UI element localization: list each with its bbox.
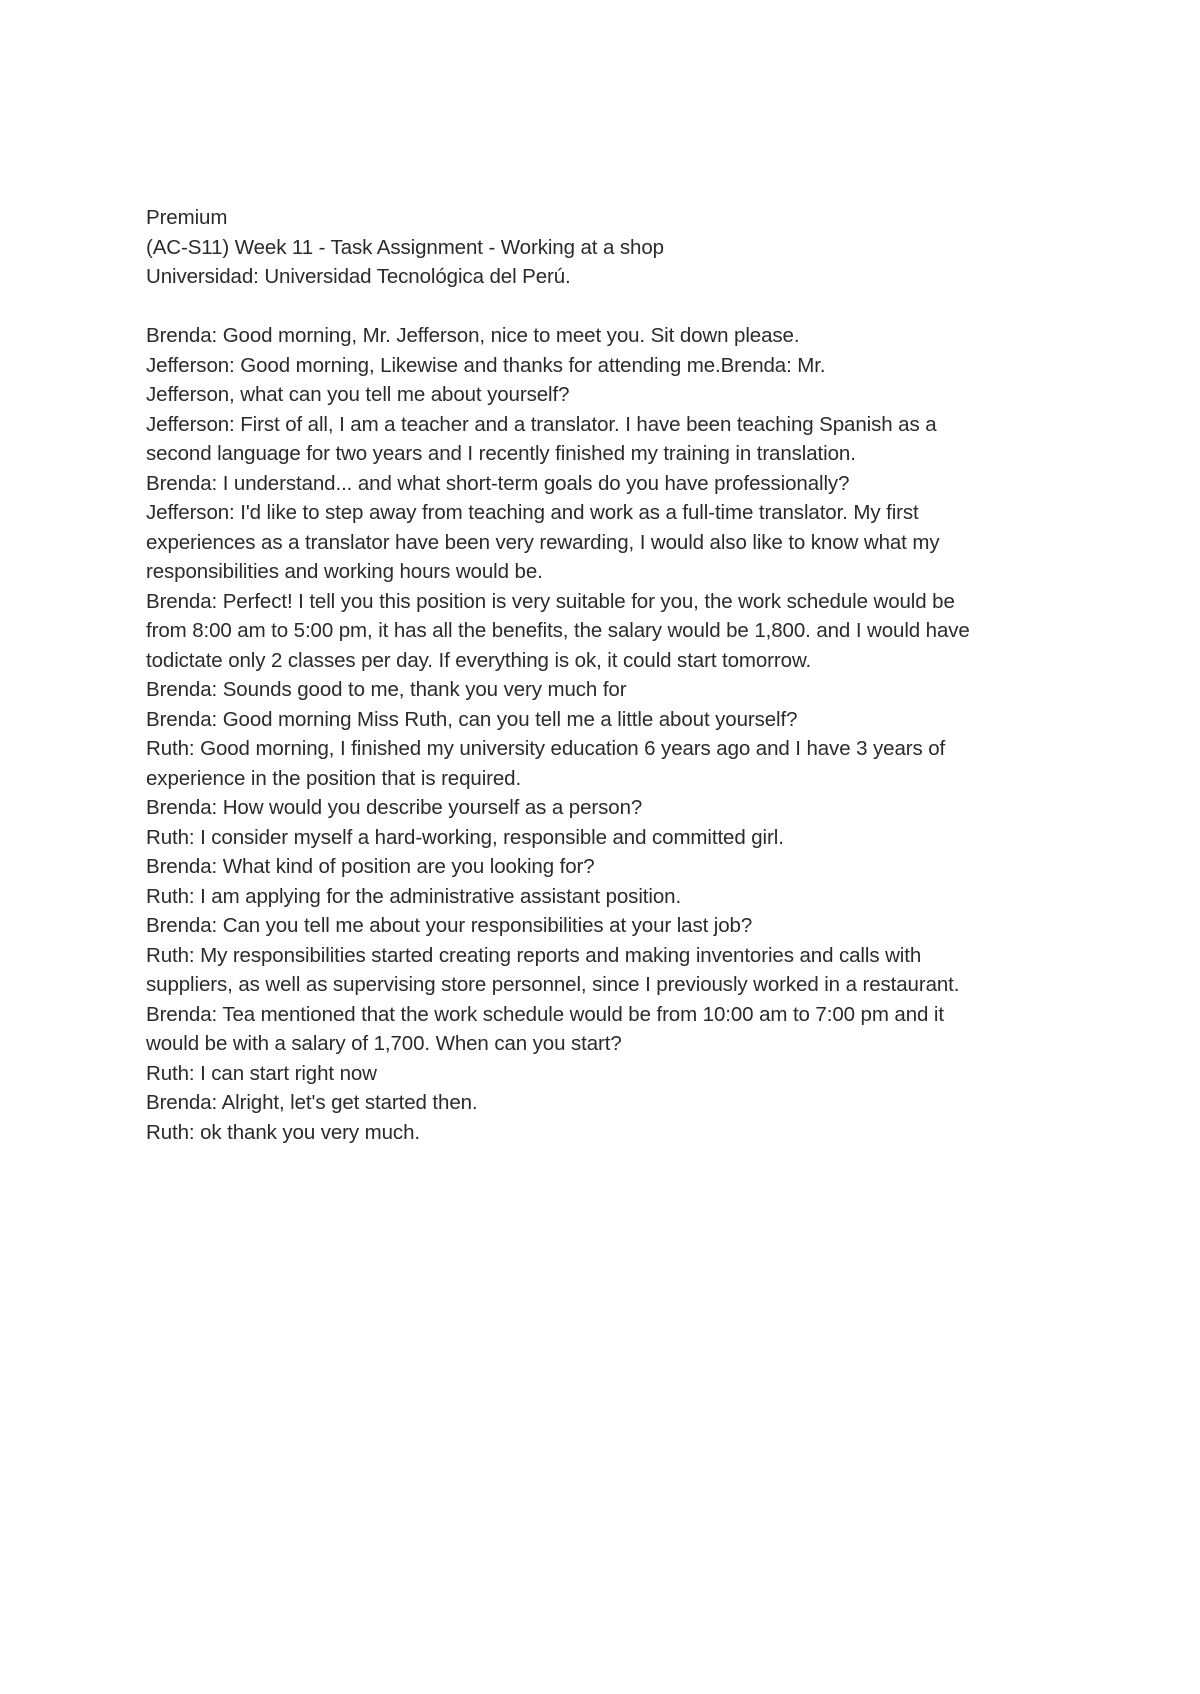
dialogue-line: Jefferson: First of all, I am a teacher and a translator. I have been teaching Spanish as a: [146, 412, 937, 436]
dialogue-body: [146, 321, 1076, 1147]
dialogue-line: Ruth: Good morning, I finished my university education 6 years ago and I have 3 years of: [146, 737, 946, 760]
dialogue-line: Brenda: Alright, let's get started then.: [146, 1091, 478, 1114]
dialogue-line: responsibilities and working hours would be.: [146, 560, 543, 583]
dialogue-line: suppliers, as well as supervising store personnel, since I previously worked in a restaurant.: [146, 973, 960, 996]
dialogue-line: Brenda: Good morning Miss Ruth, can you tell me a little about yourself?: [146, 707, 798, 731]
dialogue-line: experience in the position that is required.: [146, 766, 522, 790]
dialogue-line: todictate only 2 classes per day. If everything is ok, it could start tomorrow.: [146, 648, 812, 672]
dialogue-line: Ruth: I consider myself a hard-working, responsible and committed girl.: [146, 825, 784, 849]
dialogue-line: from 8:00 am to 5:00 pm, it has all the benefits, the salary would be 1,800. and I would have: [146, 619, 970, 642]
dialogue-line: Jefferson: I'd like to step away from teaching and work as a full-time translator. My first: [146, 501, 919, 524]
dialogue-line: Ruth: My responsibilities started creating reports and making inventories and calls with: [146, 943, 922, 967]
dialogue-line: Brenda: Tea mentioned that the work schedule would be from 10:00 am to 7:00 pm and it: [146, 1002, 944, 1026]
dialogue-line: Ruth: ok thank you very much.: [146, 1120, 420, 1144]
dialogue-line: Ruth: I am applying for the administrative assistant position.: [146, 884, 682, 908]
dialogue-line: Brenda: I understand... and what short-term goals do you have professionally?: [146, 471, 850, 495]
dialogue-line: Brenda: Can you tell me about your responsibilities at your last job?: [146, 914, 753, 937]
university-line: Universidad: Universidad Tecnológica del Perú.: [146, 265, 571, 288]
dialogue-line: Brenda: How would you describe yourself as a person?: [146, 796, 643, 819]
premium-label: Premium: [146, 206, 228, 229]
dialogue-line: Brenda: Good morning, Mr. Jefferson, nice to meet you. Sit down please.: [146, 324, 800, 347]
dialogue-line: Jefferson: Good morning, Likewise and thanks for attending me.Brenda: Mr.: [146, 353, 826, 377]
dialogue-line: Brenda: Sounds good to me, thank you very much for: [146, 678, 627, 701]
document-content: [146, 203, 1076, 1147]
document-title: (AC-S11) Week 11 - Task Assignment - Working at a shop: [146, 235, 664, 259]
dialogue-line: Ruth: I can start right now: [146, 1061, 377, 1085]
dialogue-line: Jefferson, what can you tell me about yourself?: [146, 383, 570, 406]
paragraph-spacer: [146, 292, 1076, 322]
dialogue-line: Brenda: What kind of position are you looking for?: [146, 855, 595, 878]
dialogue-line: Brenda: Perfect! I tell you this position is very suitable for you, the work schedule would be: [146, 589, 955, 613]
dialogue-line: second language for two years and I recently finished my training in translation.: [146, 442, 856, 465]
dialogue-line: experiences as a translator have been very rewarding, I would also like to know what my: [146, 530, 940, 554]
dialogue-line: would be with a salary of 1,700. When can you start?: [146, 1032, 622, 1055]
